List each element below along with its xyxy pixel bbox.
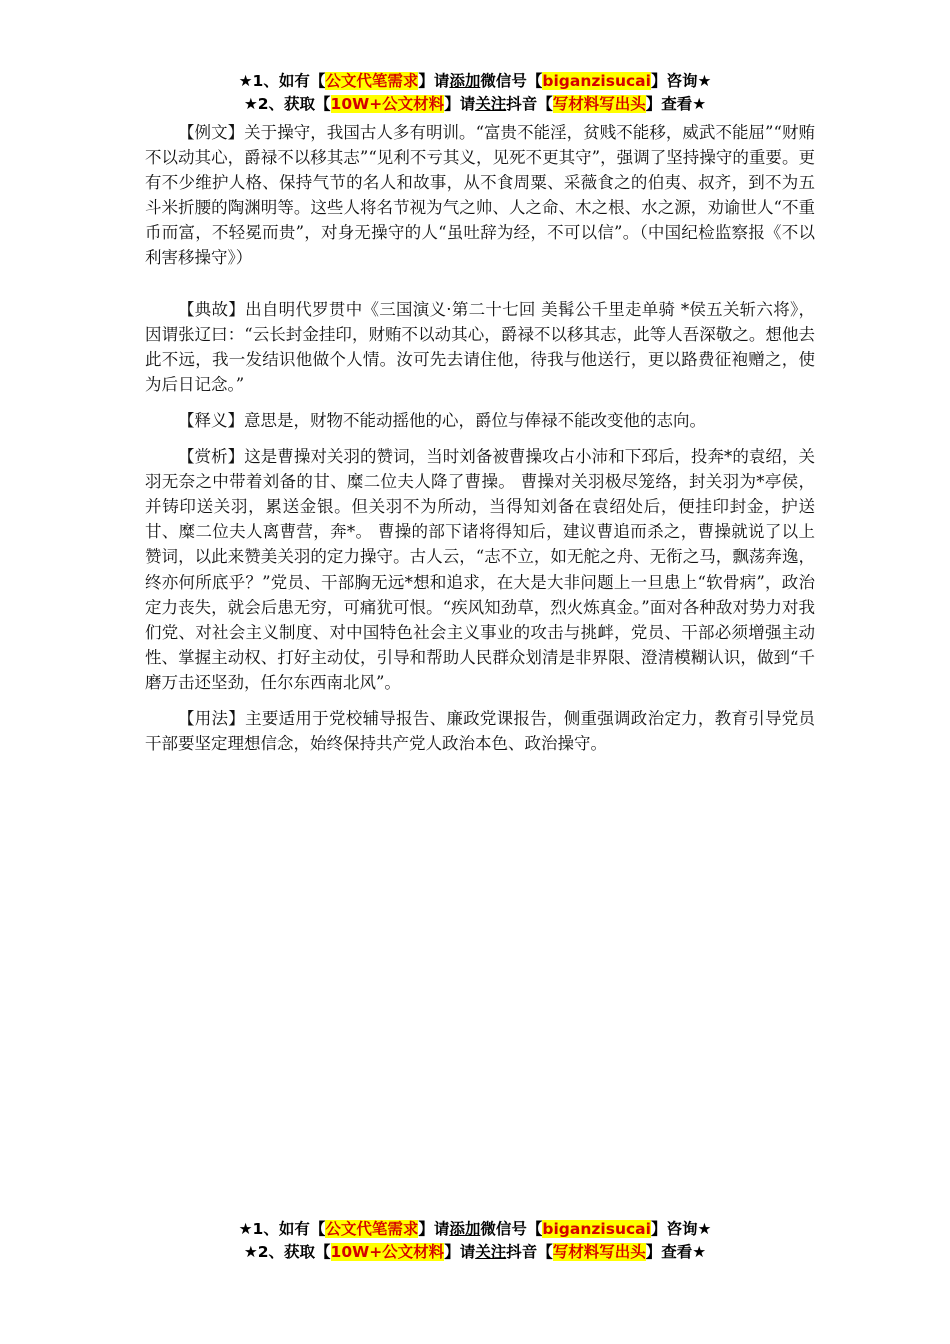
highlight-douyin: 写材料写出头 — [552, 1243, 646, 1261]
highlight-materials: 10W+公文材料 — [330, 1243, 445, 1261]
highlight-ghostwriting: 公文代笔需求 — [325, 72, 419, 90]
underlined-follow: 关注 — [475, 95, 507, 113]
meaning-paragraph — [145, 408, 815, 433]
usage-text: 主要适用于党校辅导报告、廉政党课报告，侧重强调政治定力，教育引导党员干部要坚定理想信念，始终保持共产党人政治本色、政治操守。 — [145, 708, 816, 754]
banner-line-2: ★2、获取【10W+公文材料】请关注抖音【写材料写出头】查看★ — [243, 1243, 707, 1261]
underlined-add: 添加 — [449, 1220, 481, 1238]
banner-line-2: ★2、获取【10W+公文材料】请关注抖音【写材料写出头】查看★ — [243, 95, 707, 113]
bottom-banner — [0, 1218, 950, 1264]
highlight-douyin: 写材料写出头 — [552, 95, 646, 113]
banner-line-1: ★1、如有【公文代笔需求】请添加微信号【biganzisucai】咨询★ — [238, 72, 712, 90]
meaning-text: 意思是，财物不能动摇他的心，爵位与俸禄不能改变他的志向。 — [244, 410, 706, 430]
example-citation: （中国纪检监察报《不以利害移操守》） — [145, 223, 816, 268]
highlight-wechat-id: biganzisucai — [542, 1220, 651, 1238]
analysis-paragraph — [145, 444, 815, 695]
allusion-tag: 【典故】 — [178, 299, 246, 319]
highlight-ghostwriting: 公文代笔需求 — [325, 1220, 419, 1238]
usage-tag: 【用法】 — [178, 708, 246, 728]
highlight-materials: 10W+公文材料 — [330, 95, 445, 113]
allusion-text: 出自明代罗贯中《三国演义·第二十七回 美髯公千里走单骑 *侯五关斩六将》，因谓张辽曰：“云长封金挂印，财贿不以动其心，爵禄不以移其志，此等人吾深敬之。想他去此不远，我一发结识他做个人情。汝可先去请住他，待我与他送行，更以路费征袍赠之，使为后日记念。” — [145, 299, 815, 394]
top-banner — [0, 70, 950, 116]
highlight-wechat-id: biganzisucai — [542, 72, 651, 90]
example-paragraph — [145, 120, 815, 271]
analysis-text: 这是曹操对关羽的赞词，当时刘备被曹操攻占小沛和下邳后，投奔*的袁绍，关羽无奈之中带着刘备的甘、糜二位夫人降了曹操。 曹操对关羽极尽笼络，封关羽为*亭侯，并铸印送关羽，累送金银。但关羽不为所动，当得知刘备在袁绍处后，便挂印封金，护送甘、糜二位夫人离曹营，奔*。 曹操的部下诸将得知后，建议曹追而杀之，曹操就说了以上赞词，以此来赞美关羽的定力操守。古人云，“志不立，如无舵之舟、无衔之马，飘荡奔逸，终亦何所底乎？”党员、干部胸无远*想和追求，在大是大非问题上一旦患上“软骨病”，政治定力丧失，就会后患无穷，可痛犹可恨。“疾风知劲草，烈火炼真金。”面对各种敌对势力对我们党、对社会主义制度、对中国特色社会主义事业的攻击与挑衅，党员、干部必须增强主动性、掌握主动权、打好主动仗，引导和帮助人民群众划清是非界限、澄清模糊认识，做到“千磨万击还坚劲，任尔东西南北风”。 — [145, 447, 816, 692]
underlined-follow: 关注 — [475, 1243, 507, 1261]
example-tag: 【例文】 — [178, 123, 245, 142]
analysis-tag: 【赏析】 — [178, 447, 245, 467]
allusion-paragraph — [145, 297, 815, 397]
main-content — [145, 120, 815, 756]
banner-line-1: ★1、如有【公文代笔需求】请添加微信号【biganzisucai】咨询★ — [238, 1220, 712, 1238]
meaning-tag: 【释义】 — [178, 410, 244, 430]
usage-paragraph — [145, 706, 815, 756]
example-text: 关于操守，我国古人多有明训。“富贵不能淫，贫贱不能移，威武不能屈”“财贿不以动其心，爵禄不以移其志”“见利不亏其义，见死不更其守”，强调了坚持操守的重要。更有不少维护人格、保持气节的名人和故事，从不食周粟、采薇食之的伯夷、叔齐，到不为五斗米折腰的陶渊明等。这些人将名节视为气之帅、人之命、木之根、水之源，劝谕世人“不重币而富，不轻冕而贵”，对身无操守的人“虽吐辞为经，不可以信”。 — [145, 123, 815, 243]
underlined-add: 添加 — [449, 72, 481, 90]
